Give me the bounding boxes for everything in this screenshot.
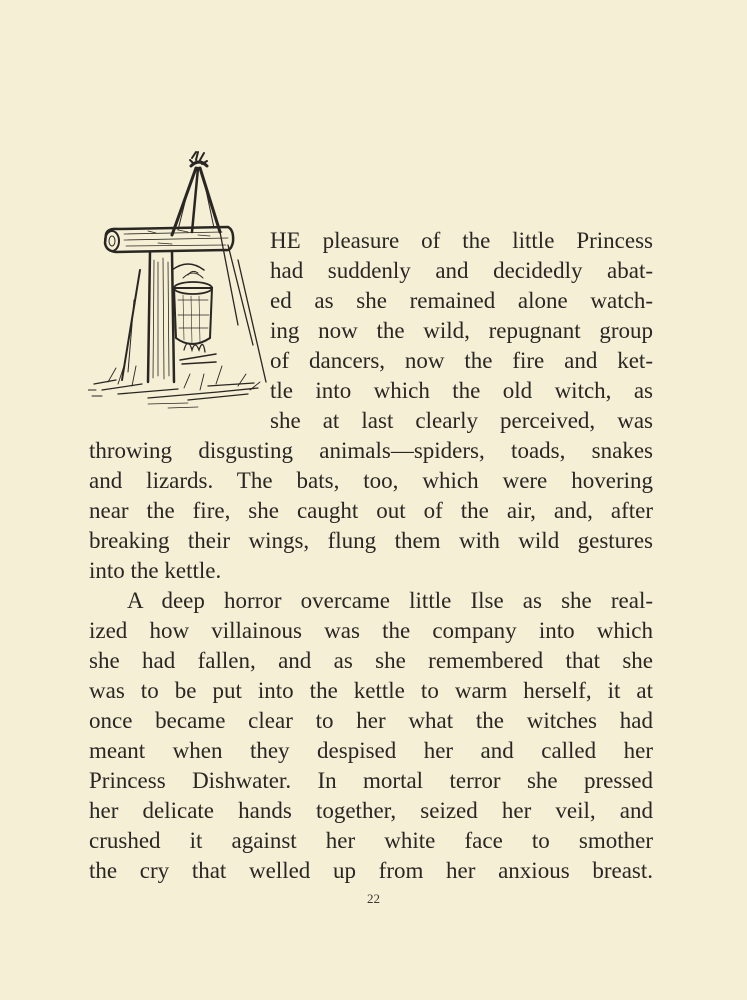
text-line: of dancers, now the fire and ket- <box>270 348 653 373</box>
page-number: 22 <box>367 891 380 906</box>
text-line: ized how villainous was the company into which <box>89 618 653 643</box>
text-line: ed as she remained alone watch- <box>270 288 653 313</box>
text-line: she had fallen, and as she remembered that she <box>89 648 653 673</box>
text-line: crushed it against her white face to smother <box>89 828 653 853</box>
drop-cap-illustration <box>88 150 268 415</box>
text-line: throwing disgusting animals—spiders, toads, snakes <box>89 438 653 463</box>
witch-kettle-tripod-icon <box>88 152 266 408</box>
text-line: and lizards. The bats, too, which were hovering <box>89 468 653 493</box>
text-line: she at last clearly perceived, was <box>270 408 653 433</box>
text-line: ing now the wild, repugnant group <box>270 318 653 343</box>
text-line: tle into which the old witch, as <box>270 378 653 403</box>
text-line: into the kettle. <box>89 558 222 583</box>
text-line: her delicate hands together, seized her veil, and <box>89 798 653 823</box>
text-line: breaking their wings, flung them with wild gestures <box>89 528 653 553</box>
text-line: was to be put into the kettle to warm herself, it at <box>89 678 653 703</box>
text-line: A deep horror overcame little Ilse as she real- <box>127 588 653 613</box>
text-line: meant when they despised her and called her <box>89 738 653 763</box>
text-line: once became clear to her what the witches had <box>89 708 653 733</box>
text-line: had suddenly and decidedly abat- <box>270 258 653 283</box>
text-line: HE pleasure of the little Princess <box>270 228 653 253</box>
text-line: Princess Dishwater. In mortal terror she pressed <box>89 768 653 793</box>
text-line: the cry that welled up from her anxious breast. <box>89 858 653 883</box>
text-line: near the fire, she caught out of the air, and, after <box>89 498 653 523</box>
